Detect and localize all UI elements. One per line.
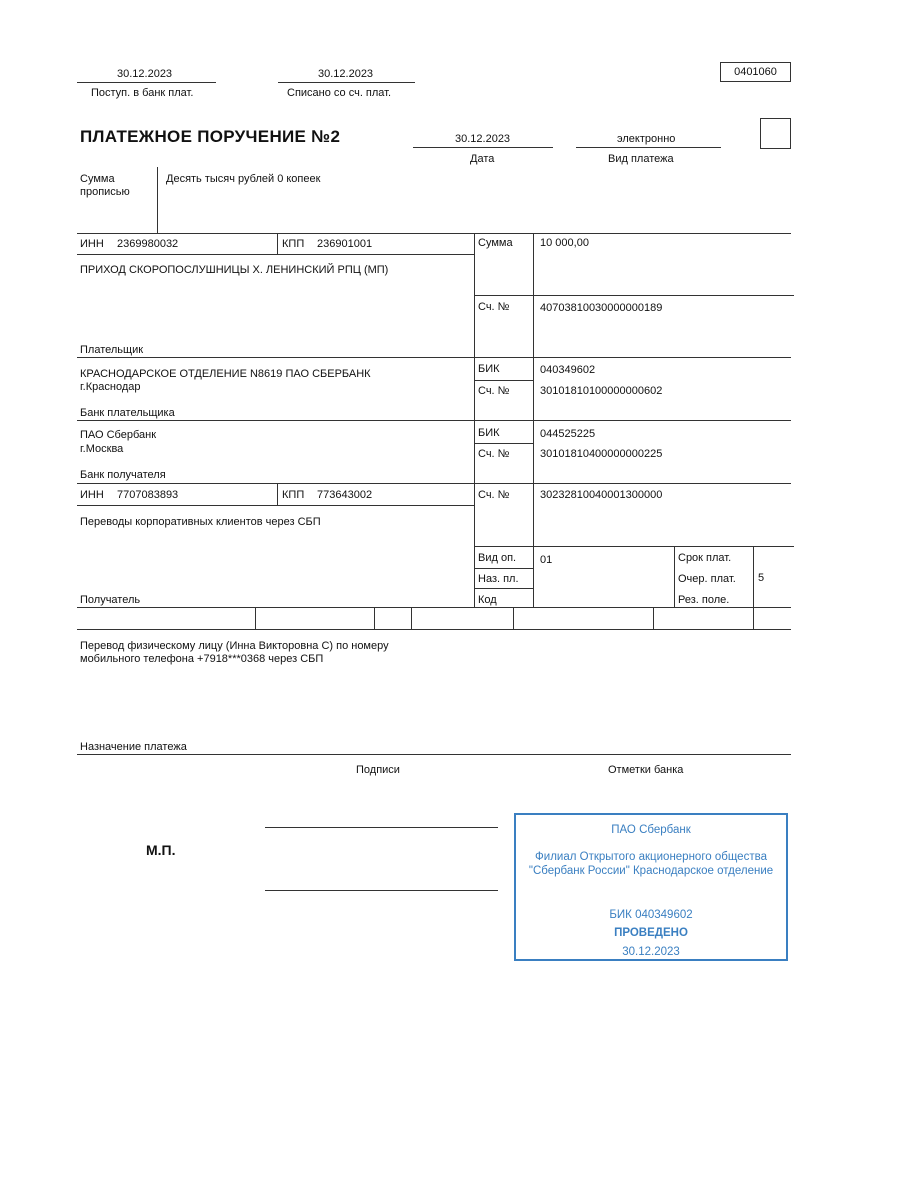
bank-marks-label: Отметки банка <box>608 764 684 776</box>
payer-bank-bik-label: БИК <box>478 363 500 375</box>
purpose-label: Назначение платежа <box>80 741 187 753</box>
divider <box>474 568 533 569</box>
payer-bank-label: Банк плательщика <box>80 407 175 419</box>
payment-type: электронно <box>617 133 676 145</box>
payer-bank-city: г.Краснодар <box>80 381 141 393</box>
priority-label: Очер. плат. <box>678 573 736 585</box>
divider <box>77 82 216 83</box>
reserve-label: Рез. поле. <box>678 594 730 606</box>
divider <box>474 380 533 381</box>
payment-type-label: Вид платежа <box>608 153 674 165</box>
seal-label: М.П. <box>146 842 176 858</box>
payer-account: 40703810030000000189 <box>540 302 663 314</box>
priority-value: 5 <box>758 572 765 584</box>
op-type-label: Вид оп. <box>478 552 517 564</box>
stamp-bik: БИК 040349602 <box>609 909 693 921</box>
term-label: Срок плат. <box>678 552 732 564</box>
payer-inn-label: ИНН <box>80 238 104 250</box>
payer-bank-name: КРАСНОДАРСКОЕ ОТДЕЛЕНИЕ N8619 ПАО СБЕРБАНК <box>80 368 371 380</box>
received-label: Поступ. в банк плат. <box>91 87 194 99</box>
debited-date: 30.12.2023 <box>318 68 374 80</box>
debited-label: Списано со сч. плат. <box>287 87 392 99</box>
payee-bank-account: 30101810400000000225 <box>540 448 663 460</box>
divider <box>653 607 654 629</box>
divider <box>474 546 794 547</box>
amount-words-label-2: прописью <box>80 186 130 198</box>
divider <box>157 167 158 233</box>
amount-words-value: Десять тысяч рублей 0 копеек <box>166 173 321 185</box>
purpose-line-2: мобильного телефона +7918***0368 через СБП <box>80 653 324 665</box>
divider <box>576 147 721 148</box>
code-label: Код <box>478 594 497 606</box>
received-date: 30.12.2023 <box>117 68 173 80</box>
divider <box>513 607 514 629</box>
document-date-label: Дата <box>470 153 495 165</box>
form-code: 0401060 <box>720 62 791 82</box>
bank-stamp <box>514 813 788 961</box>
sum-label: Сумма <box>478 237 513 249</box>
payee-bank-bik-label: БИК <box>478 427 500 439</box>
payer-kpp: 236901001 <box>317 238 373 250</box>
stamp-branch-line-2: "Сбербанк России" Краснодарское отделение <box>528 865 774 877</box>
payee-label: Получатель <box>80 594 141 606</box>
payee-account-label: Сч. № <box>478 489 510 501</box>
purpose-code-label: Наз. пл. <box>478 573 519 585</box>
payee-bank-city: г.Москва <box>80 443 124 455</box>
payer-inn: 2369980032 <box>117 238 179 250</box>
divider <box>77 629 791 630</box>
divider <box>77 483 791 484</box>
stamp-status: ПРОВЕДЕНО <box>614 927 688 939</box>
payer-kpp-label: КПП <box>282 238 305 250</box>
stamp-branch-line-1: Филиал Открытого акционерного общества <box>535 851 767 863</box>
signature-line-1 <box>265 827 498 828</box>
divider <box>77 607 791 608</box>
divider <box>374 607 375 629</box>
divider <box>77 754 791 755</box>
signature-line-2 <box>265 890 498 891</box>
payee-bank-label: Банк получателя <box>80 469 166 481</box>
payee-kpp: 773643002 <box>317 489 373 501</box>
divider <box>77 420 791 421</box>
payee-inn-label: ИНН <box>80 489 104 501</box>
payee-bank-bik: 044525225 <box>540 428 596 440</box>
stamp-date: 30.12.2023 <box>622 946 680 958</box>
payee-kpp-label: КПП <box>282 489 305 501</box>
op-type: 01 <box>540 554 553 566</box>
payer-name: ПРИХОД СКОРОПОСЛУШНИЦЫ Х. ЛЕНИНСКИЙ РПЦ (МП) <box>80 264 389 276</box>
divider <box>411 607 412 629</box>
payee-bank-account-label: Сч. № <box>478 448 510 460</box>
stamp-bank: ПАО Сбербанк <box>611 824 691 836</box>
document-date: 30.12.2023 <box>455 133 511 145</box>
signatures-label: Подписи <box>356 764 400 776</box>
divider <box>77 357 791 358</box>
divider <box>277 483 278 505</box>
payer-bank-account: 30101810100000000602 <box>540 385 663 397</box>
status-box <box>760 118 791 149</box>
payee-account: 30232810040001300000 <box>540 489 663 501</box>
divider <box>277 233 278 254</box>
payer-bank-bik: 040349602 <box>540 364 596 376</box>
divider <box>474 295 794 296</box>
purpose-line-1: Перевод физическому лицу (Инна Викторовна С) по номеру <box>80 640 389 652</box>
divider <box>753 546 754 629</box>
payee-inn: 7707083893 <box>117 489 179 501</box>
payer-label: Плательщик <box>80 344 144 356</box>
sum-value: 10 000,00 <box>540 237 589 249</box>
payee-name: Переводы корпоративных клиентов через СБП <box>80 516 321 528</box>
divider <box>77 254 474 255</box>
divider <box>474 588 533 589</box>
divider <box>77 233 791 234</box>
divider <box>413 147 553 148</box>
page-title: ПЛАТЕЖНОЕ ПОРУЧЕНИЕ №2 <box>80 127 341 146</box>
payer-account-label: Сч. № <box>478 301 510 313</box>
divider <box>278 82 415 83</box>
payer-bank-account-label: Сч. № <box>478 385 510 397</box>
amount-words-label-1: Сумма <box>80 173 115 185</box>
payee-bank-name: ПАО Сбербанк <box>80 429 157 441</box>
divider <box>474 443 533 444</box>
divider <box>674 546 675 607</box>
divider <box>255 607 256 629</box>
divider <box>77 505 474 506</box>
